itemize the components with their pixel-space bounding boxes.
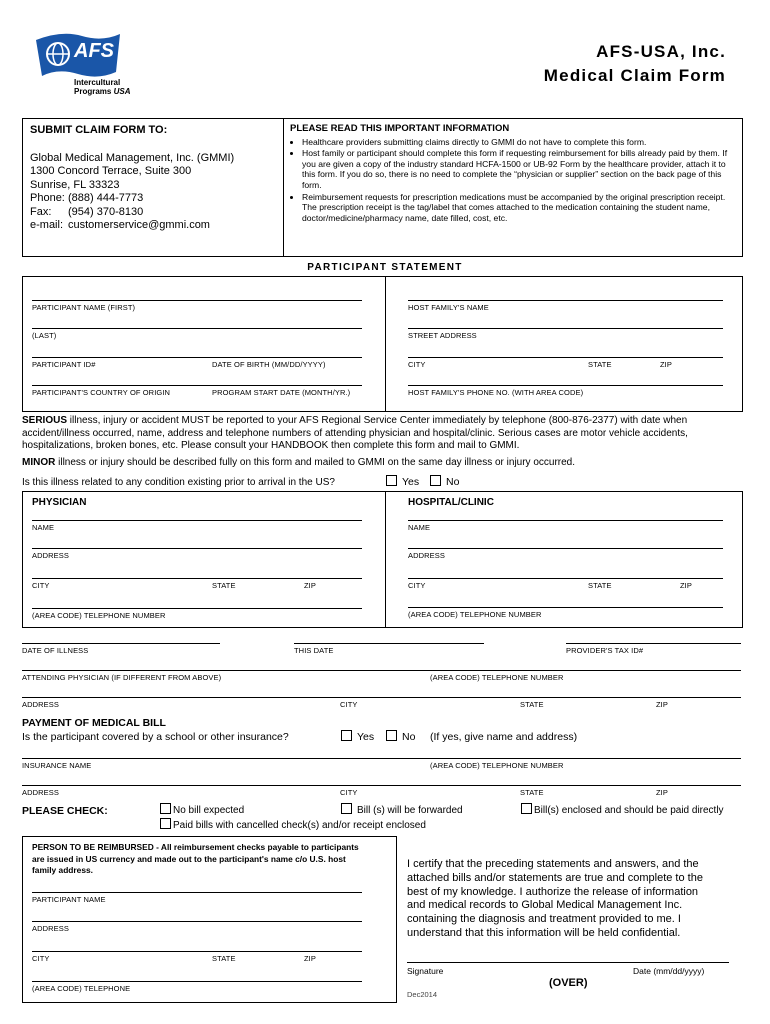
version-label: Dec2014	[407, 990, 438, 999]
logo-line1: Intercultural	[74, 78, 121, 87]
hospital-zip-label: ZIP	[680, 581, 692, 590]
serious-notice	[22, 415, 744, 453]
reimburse-city-label: CITY	[32, 954, 50, 963]
info-bullet: • Reimbursement requests for prescription medications must be accompanied by the original prescription receipt. The prescription receipt is the tag/label that comes attached to the medication containing the student name, doctor/medicine/pharmacy name, date filled, cost, etc.	[302, 192, 736, 224]
signature-label: Signature	[407, 966, 444, 976]
host-state-label: STATE	[588, 360, 612, 369]
physician-zip-label: ZIP	[304, 581, 316, 590]
option-no-bill-label: No bill expected	[173, 805, 245, 816]
checkbox[interactable]	[430, 475, 441, 486]
physician-name-label: NAME	[32, 523, 55, 532]
hospital-phone-field[interactable]	[408, 607, 723, 608]
attending-zip-label: ZIP	[656, 700, 668, 709]
option-bill-forwarded-label: Bill (s) will be forwarded	[357, 805, 463, 816]
signature-date-label: Date (mm/dd/yyyy)	[633, 966, 705, 976]
insurance-no-label: No	[402, 731, 416, 743]
first-name-label: PARTICIPANT NAME (FIRST)	[32, 303, 136, 312]
insurance-address-label: ADDRESS	[22, 788, 59, 797]
participant-divider	[385, 276, 386, 411]
attending-phone-label: (AREA CODE) TELEPHONE NUMBER	[430, 673, 564, 682]
insurance-zip-label: ZIP	[656, 788, 668, 797]
participant-heading: PARTICIPANT STATEMENT	[307, 262, 463, 273]
hospital-address-field[interactable]	[408, 548, 723, 549]
street-address-label: STREET ADDRESS	[408, 331, 477, 340]
insurance-phone-label: (AREA CODE) TELEPHONE NUMBER	[430, 761, 564, 770]
hospital-city-field[interactable]	[408, 578, 723, 579]
afs-logo	[32, 30, 142, 100]
submit-org: Global Medical Management, Inc. (GMMI)	[30, 151, 235, 164]
serious-word: SERIOUS	[22, 415, 68, 426]
this-date-label: THIS DATE	[294, 646, 334, 655]
host-city-label: CITY	[408, 360, 426, 369]
reimburse-address-field[interactable]	[32, 921, 362, 922]
physician-state-label: STATE	[212, 581, 236, 590]
info-section	[290, 124, 736, 224]
hospital-name-field[interactable]	[408, 520, 723, 521]
form-subtitle: Medical Claim Form	[543, 66, 726, 85]
participant-id-field[interactable]	[32, 357, 362, 358]
insurance-address-field[interactable]	[22, 785, 741, 786]
physician-address-label: ADDRESS	[32, 551, 69, 560]
dob-label: DATE OF BIRTH (MM/DD/YYYY)	[212, 360, 326, 369]
last-name-field[interactable]	[32, 328, 362, 329]
attending-address-field[interactable]	[22, 697, 741, 698]
physician-phone-field[interactable]	[32, 608, 362, 609]
reimburse-phone-field[interactable]	[32, 981, 362, 982]
checkbox[interactable]	[160, 803, 171, 814]
country-field[interactable]	[32, 385, 362, 386]
insurance-state-label: STATE	[520, 788, 544, 797]
option-paid-bills[interactable]	[160, 818, 426, 831]
checkbox[interactable]	[521, 803, 532, 814]
insurance-ifyes: (If yes, give name and address)	[430, 731, 578, 743]
physician-address-field[interactable]	[32, 548, 362, 549]
minor-word: MINOR	[22, 457, 56, 468]
insurance-question: Is the participant covered by a school or other insurance?	[22, 731, 289, 743]
email-label: e-mail:	[30, 219, 64, 231]
first-name-field[interactable]	[32, 300, 362, 301]
insurance-yes-label: Yes	[357, 731, 375, 743]
serious-text: illness, injury or accident MUST be reported to your AFS Regional Service Center immediately by telephone (800-876-2377) with date when accident/illness occurred, name, address and telephone numbers of attending physician and hospital/clinic. Serious cases are motor vehicle accidents, hospitalizations, broken bones, etc. Please consult your HANDBOOK then complete this form and mail to GMMI.	[22, 415, 688, 451]
physician-city-label: CITY	[32, 581, 50, 590]
physician-heading: PHYSICIAN	[32, 497, 87, 508]
physician-phone-label: (AREA CODE) TELEPHONE NUMBER	[32, 611, 166, 620]
insurance-no[interactable]	[386, 730, 415, 743]
checkbox[interactable]	[386, 475, 397, 486]
payment-heading: PAYMENT OF MEDICAL BILL	[22, 717, 166, 729]
submit-fax-row	[30, 206, 275, 220]
submit-email: customerservice@gmmi.com	[68, 219, 210, 231]
reimburse-zip-label: ZIP	[304, 954, 316, 963]
submit-heading: SUBMIT CLAIM FORM TO:	[30, 124, 168, 136]
this-date-field[interactable]	[294, 643, 484, 644]
physician-city-field[interactable]	[32, 578, 362, 579]
host-phone-label: HOST FAMILY'S PHONE NO. (WITH AREA CODE)	[408, 388, 584, 397]
submit-phone-row	[30, 192, 275, 206]
physician-divider	[385, 491, 386, 627]
tax-id-label: PROVIDER'S TAX ID#	[566, 646, 644, 655]
logo-brand: AFS	[74, 40, 114, 62]
reimburse-address-label: ADDRESS	[32, 924, 69, 933]
option-bill-enclosed[interactable]	[521, 803, 724, 816]
attending-physician-label: ATTENDING PHYSICIAN (IF DIFFERENT FROM ABOVE)	[22, 673, 222, 682]
top-box-divider	[283, 118, 284, 256]
minor-notice	[22, 457, 744, 468]
phone-label: Phone:	[30, 192, 65, 204]
minor-text: illness or injury should be described fully on this form and mailed to GMMI on the same day illness or injury occurred.	[55, 457, 576, 468]
insurance-name-field[interactable]	[22, 758, 741, 759]
last-name-label: (LAST)	[32, 331, 57, 340]
fax-label: Fax:	[30, 205, 52, 218]
host-zip-label: ZIP	[660, 360, 672, 369]
preexisting-question: Is this illness related to any condition existing prior to arrival in the US?	[22, 477, 335, 488]
hospital-city-label: CITY	[408, 581, 426, 590]
info-bullet: • Host family or participant should complete this form if requesting reimbursement for bills already paid by them. If you are given a copy of the industry standard HCFA-1500 or UB-92 Form by the healthcare provider, attach it to this form. If you do so, there is no need to complete the “physician or supplier” section on the back page of this form.	[302, 148, 736, 190]
submit-phone: (888) 444-7773	[68, 192, 144, 204]
signature-field[interactable]	[407, 962, 729, 963]
checkbox[interactable]	[341, 730, 352, 741]
over-label: (OVER)	[549, 977, 588, 989]
info-bullets	[290, 137, 736, 224]
hospital-phone-label: (AREA CODE) TELEPHONE NUMBER	[408, 610, 542, 619]
submit-fax: (954) 370-8130	[68, 205, 144, 218]
host-city-field[interactable]	[408, 357, 723, 358]
logo-line3-text: USA	[113, 87, 131, 96]
attending-physician-field[interactable]	[22, 670, 741, 671]
attending-city-label: CITY	[340, 700, 358, 709]
insurance-yes[interactable]	[341, 730, 374, 743]
reimburse-heading: PERSON TO BE REIMBURSED - All reimbursement checks payable to participants are issued in US currency and made out to the participant's name c/o U.S. host family address.	[32, 842, 359, 875]
physician-name-field[interactable]	[32, 520, 362, 521]
attending-state-label: STATE	[520, 700, 544, 709]
street-address-field[interactable]	[408, 328, 723, 329]
reimburse-city-field[interactable]	[32, 951, 362, 952]
insurance-city-label: CITY	[340, 788, 358, 797]
option-paid-bills-label: Paid bills with cancelled check(s) and/or receipt enclosed	[173, 820, 426, 831]
option-bill-enclosed-label: Bill(s) enclosed and should be paid directly	[534, 805, 724, 816]
participant-id-label: PARTICIPANT ID#	[32, 360, 96, 369]
checkbox[interactable]	[341, 803, 352, 814]
reimburse-state-label: STATE	[212, 954, 236, 963]
reimburse-phone-label: (AREA CODE) TELEPHONE	[32, 984, 131, 993]
form-title: AFS-USA, Inc.	[596, 42, 726, 61]
option-no-bill[interactable]	[160, 803, 244, 816]
preexisting-yes[interactable]	[386, 475, 419, 488]
preexisting-no[interactable]	[430, 475, 459, 488]
reimburse-name-label: PARTICIPANT NAME	[32, 895, 106, 904]
preexisting-yes-label: Yes	[402, 476, 420, 488]
hospital-state-label: STATE	[588, 581, 612, 590]
hospital-heading: HOSPITAL/CLINIC	[408, 497, 494, 508]
date-of-illness-label: DATE OF ILLNESS	[22, 646, 89, 655]
hospital-address-label: ADDRESS	[408, 551, 445, 560]
certification-text: I certify that the preceding statements and answers, and the attached bills and/or statements are true and complete to the best of my knowledge. I authorize the release of information and medical records to Global Medical Management Inc. containing the diagnosis and treatment provided to me. I understand that this information will be held confidential.	[407, 858, 703, 939]
info-heading: PLEASE READ THIS IMPORTANT INFORMATION	[290, 123, 510, 134]
start-date-label: PROGRAM START DATE (MONTH/YR.)	[212, 388, 351, 397]
host-name-field[interactable]	[408, 300, 723, 301]
reimburse-name-field[interactable]	[32, 892, 362, 893]
submit-addr2: Sunrise, FL 33323	[30, 178, 120, 191]
date-of-illness-field[interactable]	[22, 643, 220, 644]
preexisting-no-label: No	[446, 476, 460, 488]
tax-id-field[interactable]	[566, 643, 741, 644]
checkbox[interactable]	[386, 730, 397, 741]
submit-addr1: 1300 Concord Terrace, Suite 300	[30, 165, 192, 177]
option-bill-forwarded[interactable]	[341, 803, 463, 816]
hospital-name-label: NAME	[408, 523, 431, 532]
attending-address-label: ADDRESS	[22, 700, 59, 709]
country-label: PARTICIPANT'S COUNTRY OF ORIGIN	[32, 388, 171, 397]
logo-line2	[74, 87, 130, 96]
info-bullet: • Healthcare providers submitting claims directly to GMMI do not have to complete this form.	[302, 137, 736, 148]
submit-section	[30, 124, 275, 233]
checkbox[interactable]	[160, 818, 171, 829]
logo-line2-text: Programs	[74, 87, 112, 96]
submit-email-row	[30, 219, 275, 233]
insurance-name-label: INSURANCE NAME	[22, 761, 92, 770]
please-check-label: PLEASE CHECK:	[22, 805, 108, 817]
host-phone-field[interactable]	[408, 385, 723, 386]
host-name-label: HOST FAMILY'S NAME	[408, 303, 489, 312]
